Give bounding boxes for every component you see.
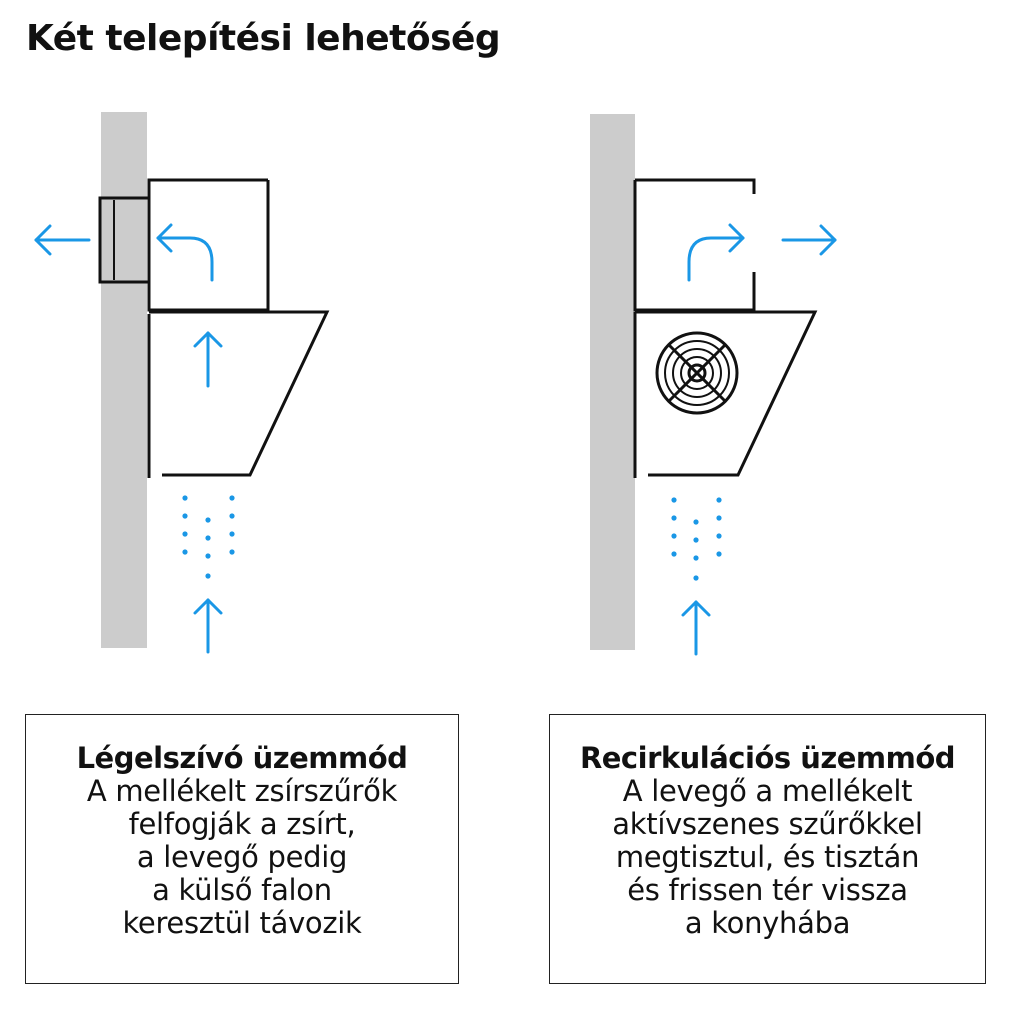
intake-up-arrow-right-icon <box>683 602 709 654</box>
exhaust-mode-line: a levegő pedig <box>136 840 348 874</box>
steam-dots-left <box>182 495 234 578</box>
exhaust-mode-caption <box>25 714 459 984</box>
recirculation-mode-caption <box>549 714 986 984</box>
exhaust-mode-line: keresztül távozik <box>122 906 362 940</box>
recirculation-mode-diagram <box>590 114 835 654</box>
wall-right <box>590 114 635 650</box>
steam-dots-right <box>671 497 721 580</box>
exhaust-mode-line: A mellékelt zsírszűrők <box>86 774 398 808</box>
intake-up-arrow-icon <box>195 600 221 652</box>
exhaust-out-arrow-icon <box>36 226 89 254</box>
chimney-right <box>635 180 754 194</box>
page-title: Két telepítési lehetőség <box>26 18 501 59</box>
hood-up-arrow-icon <box>195 333 221 386</box>
exhaust-mode-title: Légelszívó üzemmód <box>76 741 408 775</box>
fan-icon <box>657 333 737 413</box>
curved-arrow-right-icon <box>689 225 743 280</box>
recirculation-mode-line: aktívszenes szűrőkkel <box>612 807 923 841</box>
recirculation-mode-line: a konyhába <box>684 906 851 940</box>
recirculation-mode-line: A levegő a mellékelt <box>622 774 913 808</box>
curved-arrow-left-icon <box>158 225 212 280</box>
recirculation-mode-title: Recirkulációs üzemmód <box>579 741 956 775</box>
exhaust-mode-line: felfogják a zsírt, <box>128 807 356 841</box>
recirculation-mode-line: megtisztul, és tisztán <box>615 840 920 874</box>
exhaust-mode-diagram <box>36 112 327 652</box>
recirculation-mode-line: és frissen tér vissza <box>627 873 908 907</box>
wall-left <box>101 112 147 648</box>
exhaust-mode-line: a külső falon <box>152 873 332 907</box>
recirculate-out-arrow-icon <box>783 226 835 254</box>
